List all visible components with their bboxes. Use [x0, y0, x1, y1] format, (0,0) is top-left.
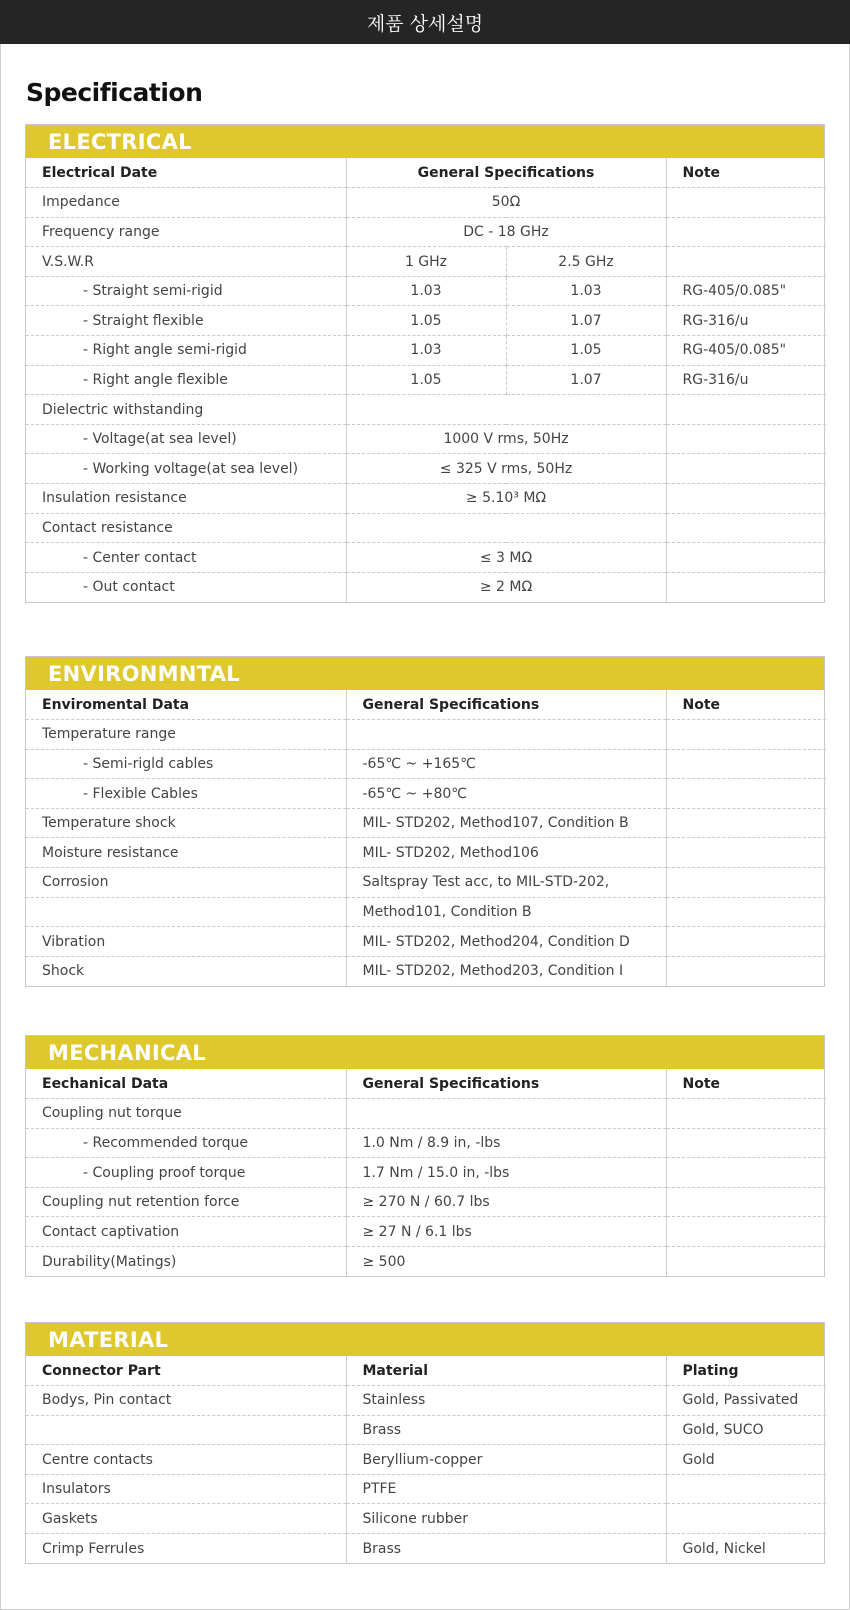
part-label	[26, 1415, 346, 1445]
spec-note	[666, 188, 826, 218]
column-header: General Specifications	[346, 690, 666, 720]
spec-note	[666, 484, 826, 514]
environmental-heading: ENVIRONMNTAL	[26, 657, 824, 690]
spec-value: -65℃ ~ +80℃	[346, 779, 666, 809]
table-row	[26, 1217, 826, 1247]
part-label: Insulators	[26, 1474, 346, 1504]
material-heading: MATERIAL	[26, 1323, 824, 1356]
material-value: Beryllium-copper	[346, 1445, 666, 1475]
spec-value: Saltspray Test acc, to MIL-STD-202,	[346, 868, 666, 898]
material-value: Stainless	[346, 1386, 666, 1416]
table-row	[26, 336, 826, 366]
part-label: Centre contacts	[26, 1445, 346, 1475]
spec-note	[666, 779, 826, 809]
spec-value: ≥ 500	[346, 1247, 666, 1277]
table-row	[26, 1415, 826, 1445]
spec-value: 1.0 Nm / 8.9 in, -lbs	[346, 1128, 666, 1158]
material-table	[26, 1356, 826, 1563]
table-row	[26, 808, 826, 838]
part-label: Crimp Ferrules	[26, 1534, 346, 1564]
spec-value: MIL- STD202, Method107, Condition B	[346, 808, 666, 838]
spec-value-2: 1.05	[506, 336, 666, 366]
spec-note	[666, 454, 826, 484]
table-row	[26, 1158, 826, 1188]
spec-label: Frequency range	[26, 217, 346, 247]
table-row	[26, 306, 826, 336]
table-row	[26, 188, 826, 218]
spec-note	[666, 868, 826, 898]
spec-value: 1.7 Nm / 15.0 in, -lbs	[346, 1158, 666, 1188]
spec-label: Insulation resistance	[26, 484, 346, 514]
spec-value: ≤ 325 V rms, 50Hz	[346, 454, 666, 484]
table-row	[26, 572, 826, 602]
spec-note	[666, 927, 826, 957]
spec-note	[666, 543, 826, 573]
material-value: Brass	[346, 1534, 666, 1564]
spec-value-2: 1.07	[506, 306, 666, 336]
column-header: Material	[346, 1356, 666, 1386]
plating-value	[666, 1504, 826, 1534]
spec-note	[666, 513, 826, 543]
plating-value: Gold, Passivated	[666, 1386, 826, 1416]
table-row	[26, 484, 826, 514]
spec-value: MIL- STD202, Method203, Condition I	[346, 956, 666, 986]
mechanical-table	[26, 1069, 826, 1276]
spec-note	[666, 720, 826, 750]
spec-label: Temperature shock	[26, 808, 346, 838]
spec-label: - Working voltage(at sea level)	[26, 454, 346, 484]
spec-note: RG-405/0.085"	[666, 276, 826, 306]
spec-note	[666, 808, 826, 838]
mechanical-heading: MECHANICAL	[26, 1036, 824, 1069]
column-header: Plating	[666, 1356, 826, 1386]
spec-value-1: 1.05	[346, 306, 506, 336]
plating-value: Gold, Nickel	[666, 1534, 826, 1564]
spec-note: RG-405/0.085"	[666, 336, 826, 366]
spec-value	[346, 395, 666, 425]
electrical-table	[26, 158, 826, 602]
table-row	[26, 513, 826, 543]
table-row	[26, 1445, 826, 1475]
table-row	[26, 897, 826, 927]
spec-value-1: 1 GHz	[346, 247, 506, 277]
material-value: PTFE	[346, 1474, 666, 1504]
column-header: General Specifications	[346, 158, 666, 188]
spec-note	[666, 897, 826, 927]
spec-note	[666, 1158, 826, 1188]
spec-value: ≥ 270 N / 60.7 lbs	[346, 1187, 666, 1217]
part-label: Gaskets	[26, 1504, 346, 1534]
table-row	[26, 1128, 826, 1158]
spec-label: - Flexible Cables	[26, 779, 346, 809]
spec-value	[346, 513, 666, 543]
environmental-table	[26, 690, 826, 986]
table-header-row	[26, 158, 826, 188]
part-label: Bodys, Pin contact	[26, 1386, 346, 1416]
spec-label	[26, 897, 346, 927]
table-row	[26, 868, 826, 898]
page-title: Specification	[26, 78, 203, 107]
spec-value-2: 1.07	[506, 365, 666, 395]
column-header: Eechanical Data	[42, 1075, 169, 1092]
spec-label: Coupling nut torque	[26, 1099, 346, 1129]
spec-value: ≥ 27 N / 6.1 lbs	[346, 1217, 666, 1247]
spec-note	[666, 1128, 826, 1158]
table-row	[26, 1474, 826, 1504]
table-header-row	[26, 1069, 826, 1099]
table-row	[26, 217, 826, 247]
spec-note	[666, 1217, 826, 1247]
spec-note	[666, 749, 826, 779]
table-header-row	[26, 690, 826, 720]
table-row	[26, 543, 826, 573]
spec-value: DC - 18 GHz	[346, 217, 666, 247]
spec-note	[666, 838, 826, 868]
spec-note	[666, 572, 826, 602]
spec-note	[666, 1247, 826, 1277]
material-value: Brass	[346, 1415, 666, 1445]
spec-label: - Out contact	[26, 572, 346, 602]
spec-value: MIL- STD202, Method204, Condition D	[346, 927, 666, 957]
plating-value: Gold	[666, 1445, 826, 1475]
table-row	[26, 720, 826, 750]
spec-label: - Coupling proof torque	[26, 1158, 346, 1188]
spec-label: Impedance	[26, 188, 346, 218]
spec-note	[666, 956, 826, 986]
column-header: Enviromental Data	[42, 696, 190, 713]
spec-label: Corrosion	[26, 868, 346, 898]
spec-label: - Right angle flexible	[26, 365, 346, 395]
spec-value	[346, 720, 666, 750]
spec-note	[666, 1099, 826, 1129]
spec-value: ≥ 2 MΩ	[346, 572, 666, 602]
header-bar	[0, 0, 850, 44]
spec-note: RG-316/u	[666, 306, 826, 336]
table-row	[26, 454, 826, 484]
table-row	[26, 276, 826, 306]
spec-note: RG-316/u	[666, 365, 826, 395]
spec-value-2: 1.03	[506, 276, 666, 306]
column-header: Note	[666, 1069, 826, 1099]
spec-label: Coupling nut retention force	[26, 1187, 346, 1217]
table-row	[26, 779, 826, 809]
table-row	[26, 365, 826, 395]
material-value: Silicone rubber	[346, 1504, 666, 1534]
spec-note	[666, 217, 826, 247]
spec-value	[346, 1099, 666, 1129]
spec-value: 1000 V rms, 50Hz	[346, 424, 666, 454]
electrical-section	[25, 124, 825, 603]
table-row	[26, 1099, 826, 1129]
column-header: Connector Part	[42, 1362, 161, 1379]
spec-label: - Center contact	[26, 543, 346, 573]
spec-label: - Semi-rigld cables	[26, 749, 346, 779]
spec-label: - Straight flexible	[26, 306, 346, 336]
table-row	[26, 1504, 826, 1534]
spec-value-2: 2.5 GHz	[506, 247, 666, 277]
spec-value-1: 1.03	[346, 336, 506, 366]
spec-label: - Straight semi-rigid	[26, 276, 346, 306]
table-row	[26, 1534, 826, 1564]
table-row	[26, 749, 826, 779]
column-header: General Specifications	[346, 1069, 666, 1099]
table-row	[26, 956, 826, 986]
table-row	[26, 1187, 826, 1217]
spec-note	[666, 424, 826, 454]
table-row	[26, 395, 826, 425]
spec-value-1: 1.03	[346, 276, 506, 306]
table-row	[26, 1247, 826, 1277]
plating-value	[666, 1474, 826, 1504]
table-row	[26, 247, 826, 277]
environmental-section	[25, 656, 825, 987]
spec-label: Contact resistance	[26, 513, 346, 543]
spec-value: Method101, Condition B	[346, 897, 666, 927]
header-title: 제품 상세설명	[366, 12, 484, 35]
spec-label: Vibration	[26, 927, 346, 957]
electrical-heading: ELECTRICAL	[26, 125, 824, 158]
spec-value: -65℃ ~ +165℃	[346, 749, 666, 779]
table-row	[26, 1386, 826, 1416]
spec-note	[666, 1187, 826, 1217]
spec-label: - Right angle semi-rigid	[26, 336, 346, 366]
table-row	[26, 424, 826, 454]
column-header: Electrical Date	[42, 164, 158, 181]
material-section	[25, 1322, 825, 1564]
table-row	[26, 838, 826, 868]
spec-label: Durability(Matings)	[26, 1247, 346, 1277]
spec-note	[666, 247, 826, 277]
column-header: Note	[666, 690, 826, 720]
table-row	[26, 927, 826, 957]
spec-label: Contact captivation	[26, 1217, 346, 1247]
spec-note	[666, 395, 826, 425]
spec-label: - Recommended torque	[26, 1128, 346, 1158]
spec-label: Temperature range	[26, 720, 346, 750]
column-header: Note	[666, 158, 826, 188]
plating-value: Gold, SUCO	[666, 1415, 826, 1445]
table-header-row	[26, 1356, 826, 1386]
spec-label: V.S.W.R	[26, 247, 346, 277]
spec-label: Dielectric withstanding	[26, 395, 346, 425]
spec-value: ≤ 3 MΩ	[346, 543, 666, 573]
spec-label: Moisture resistance	[26, 838, 346, 868]
spec-value: ≥ 5.10³ MΩ	[346, 484, 666, 514]
spec-value: MIL- STD202, Method106	[346, 838, 666, 868]
spec-value: 50Ω	[346, 188, 666, 218]
mechanical-section	[25, 1035, 825, 1277]
spec-label: - Voltage(at sea level)	[26, 424, 346, 454]
spec-label: Shock	[26, 956, 346, 986]
spec-value-1: 1.05	[346, 365, 506, 395]
